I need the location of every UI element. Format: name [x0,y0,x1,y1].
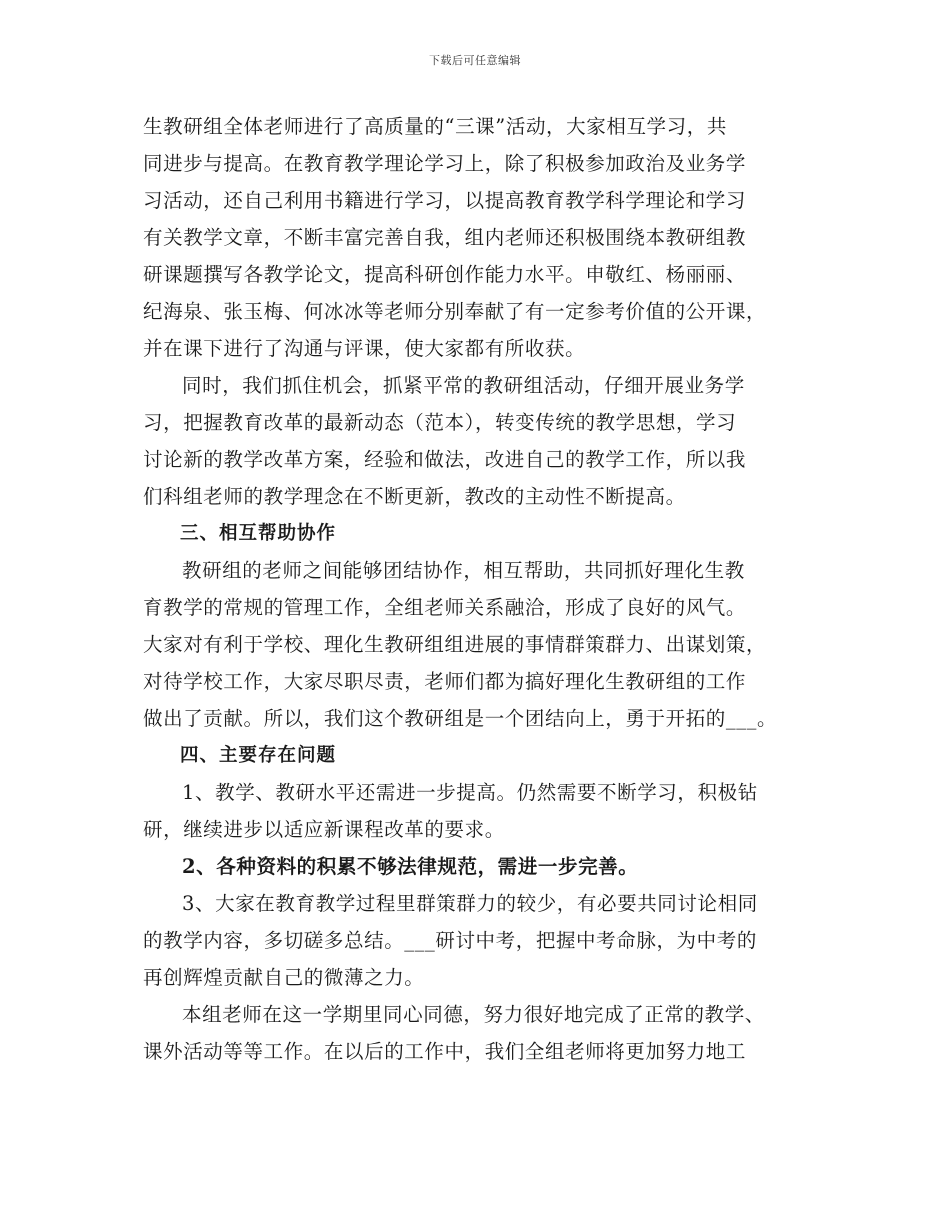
text-line: 1、教学、教研水平还需进一步提高。仍然需要不断学习，积极钻 [182,781,758,804]
text-line: 讨论新的教学改革方案，经验和做法，改进自己的教学工作，所以我 [143,448,747,471]
page-header: 下载后可任意编辑 [429,54,521,67]
text-line: 并在课下进行了沟通与评课，使大家都有所收获。 [143,337,586,360]
paragraph-3 [143,552,815,737]
list-item-1 [143,774,815,848]
text-line: 同时，我们抓住机会，抓紧平常的教研组活动，仔细开展业务学 [182,374,745,397]
text-line: 同进步与提高。在教育教学理论学习上，除了积极参加政治及业务学 [143,152,747,175]
document-body [143,108,815,1070]
text-line: 纪海泉、张玉梅、何冰冰等老师分别奉献了有一定参考价值的公开课， [143,300,767,323]
text-line: 研，继续进步以适应新课程改革的要求。 [143,818,505,841]
text-line: 教研组的老师之间能够团结协作，相互帮助，共同抓好理化生教 [182,559,745,582]
list-item-2 [143,848,815,885]
text-line: 研课题撰写各教学论文，提高科研创作能力水平。申敬红、杨丽丽、 [143,263,747,286]
text-line: 的教学内容，多切磋多总结。___研讨中考，把握中考命脉，为中考的 [143,929,757,952]
text-line: 习，把握教育改革的最新动态（范本），转变传统的教学思想，学习 [143,411,737,434]
text-line: 大家对有利于学校、理化生教研组组进展的事情群策群力、出谋划策， [143,633,767,656]
text-line: 3、大家在教育教学过程里群策群力的较少，有必要共同讨论相同 [182,892,758,915]
text-line: 有关教学文章，不断丰富完善自我，组内老师还积极围绕本教研组教 [143,226,747,249]
text-line: 2、各种资料的积累不够法律规范，需进一步完善。 [182,855,639,878]
section-heading-3: 三、相互帮助协作 [180,523,337,544]
paragraph-final [143,996,815,1070]
paragraph-2 [143,367,815,515]
text-line: 生教研组全体老师进行了高质量的“三课”活动，大家相互学习，共 [143,115,727,138]
list-item-3 [143,885,815,996]
text-line: 本组老师在这一学期里同心同德，努力很好地完成了正常的教学、 [182,1003,765,1026]
text-line: 课外活动等等工作。在以后的工作中，我们全组老师将更加努力地工 [143,1040,747,1063]
text-line: 们科组老师的教学理念在不断更新，教改的主动性不断提高。 [143,485,686,508]
section-heading-4: 四、主要存在问题 [180,745,337,766]
text-line: 做出了贡献。所以，我们这个教研组是一个团结向上，勇于开拓的___。 [143,707,778,730]
text-line: 对待学校工作，大家尽职尽责，老师们都为搞好理化生教研组的工作 [143,670,747,693]
text-line: 再创辉煌贡献自己的微薄之力。 [143,966,425,989]
text-line: 习活动，还自己利用书籍进行学习，以提高教育教学科学理论和学习 [143,189,747,212]
text-line: 育教学的常规的管理工作，全组老师关系融洽，形成了良好的风气。 [143,596,747,619]
paragraph-1 [143,108,815,367]
